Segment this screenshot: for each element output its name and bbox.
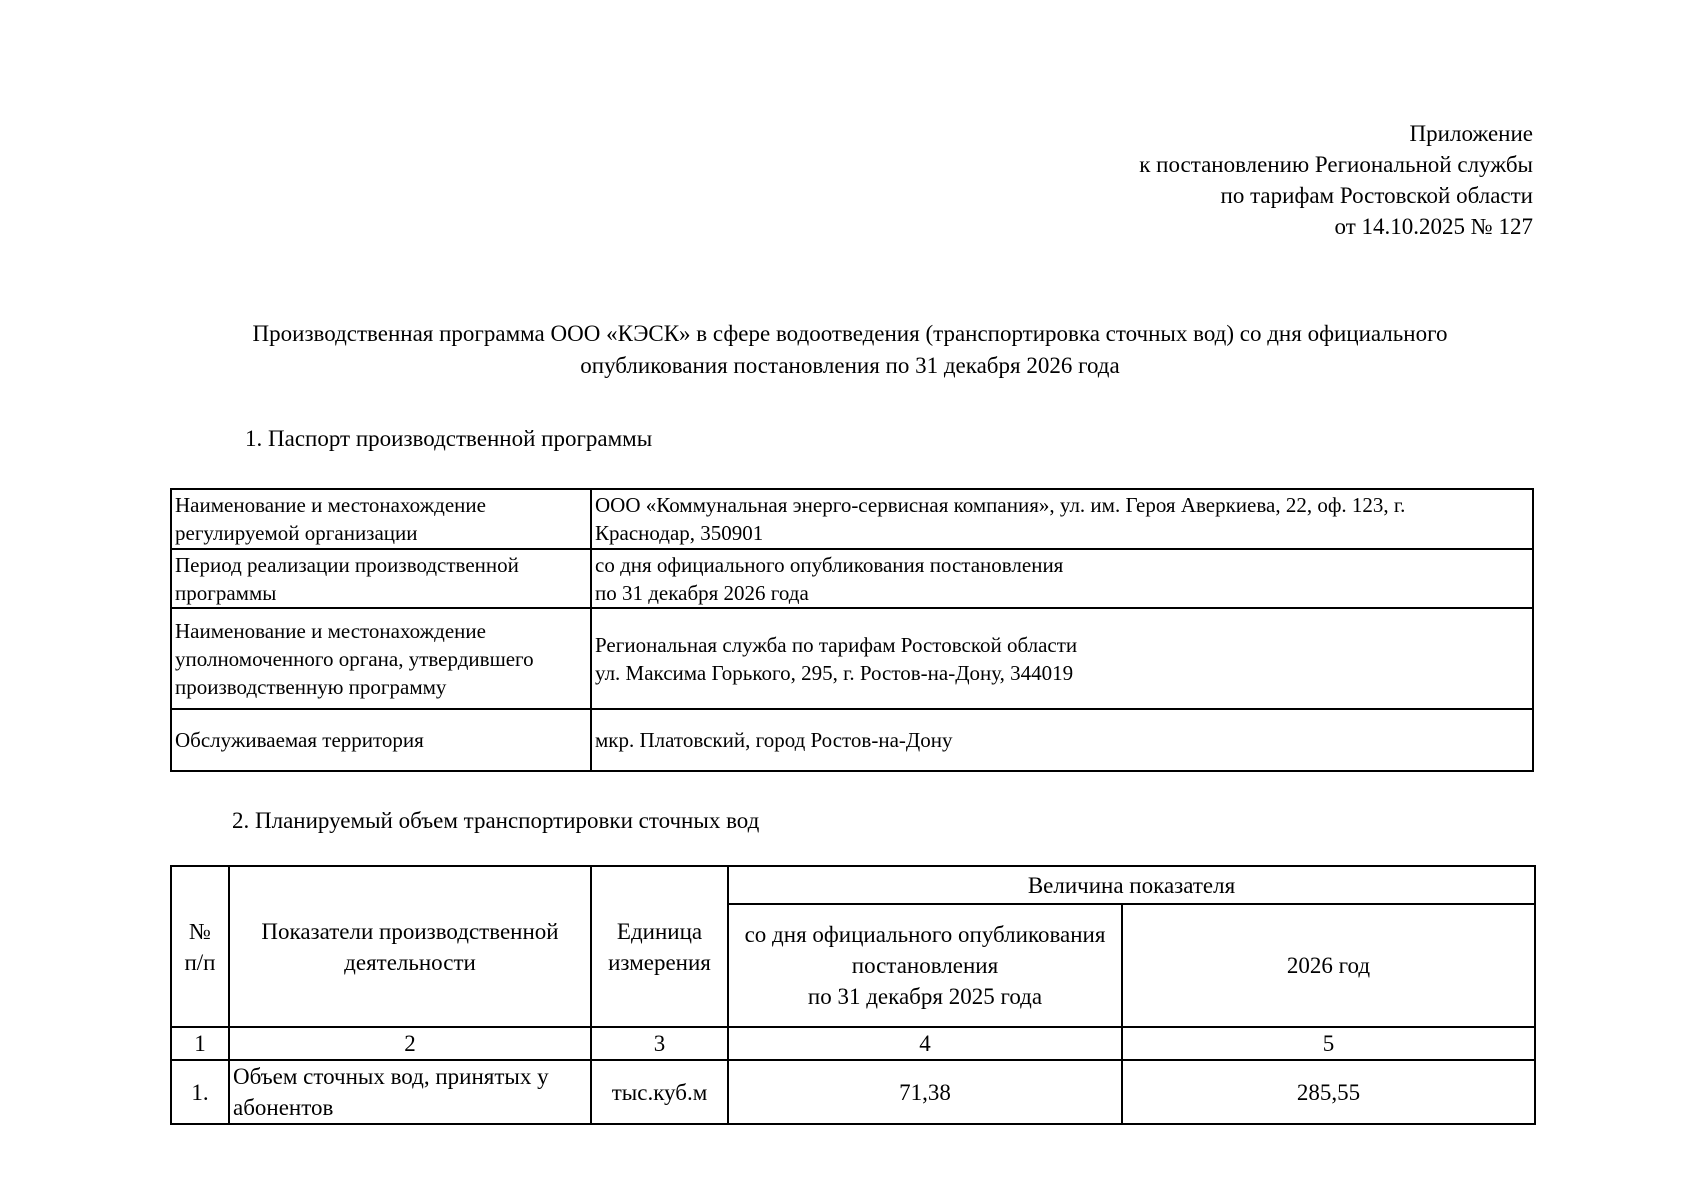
passport-table bbox=[170, 488, 1534, 772]
row-value-period1-cell: 71,38 bbox=[728, 1060, 1122, 1124]
header-text: Единица bbox=[616, 918, 703, 944]
document-title bbox=[190, 318, 1510, 382]
column-number-cell: 3 bbox=[591, 1027, 728, 1060]
title-line: опубликования постановления по 31 декабря 2026 года bbox=[580, 353, 1120, 378]
annex-line: Приложение bbox=[1409, 121, 1533, 146]
table-header-row bbox=[171, 866, 1535, 904]
header-text: Показатели производственной bbox=[261, 918, 559, 944]
header-num-cell bbox=[171, 866, 229, 1027]
cell-text: Краснодар, 350901 bbox=[595, 521, 764, 545]
row-indicator-cell bbox=[229, 1060, 591, 1124]
cell-text: Обслуживаемая территория bbox=[175, 728, 424, 752]
cell-text: Региональная служба по тарифам Ростовской области bbox=[595, 632, 1078, 657]
annex-line: к постановлению Региональной службы bbox=[1139, 152, 1533, 177]
cell-text: Наименование и местонахождение bbox=[175, 493, 486, 517]
row-value-2026-cell: 285,55 bbox=[1122, 1060, 1535, 1124]
column-number-row bbox=[171, 1027, 1535, 1060]
table-row bbox=[171, 608, 1533, 709]
header-period1-cell bbox=[728, 904, 1122, 1027]
passport-value-cell bbox=[591, 489, 1533, 549]
annex-line: от 14.10.2025 № 127 bbox=[1334, 214, 1533, 239]
cell-text: производственную программу bbox=[175, 674, 447, 699]
header-indicator-cell bbox=[229, 866, 591, 1027]
header-period2-cell: 2026 год bbox=[1122, 904, 1535, 1027]
annex-line: по тарифам Ростовской области bbox=[1220, 183, 1533, 208]
cell-text: абонентов bbox=[233, 1095, 334, 1120]
header-text: измерения bbox=[608, 949, 711, 975]
column-number-cell: 2 bbox=[229, 1027, 591, 1060]
cell-text: ул. Максима Горького, 295, г. Ростов-на-Дону, 344019 bbox=[595, 660, 1074, 685]
cell-text: уполномоченного органа, утвердившего bbox=[175, 646, 534, 671]
table-row bbox=[171, 1060, 1535, 1124]
header-text: по 31 декабря 2025 года bbox=[807, 984, 1043, 1009]
column-number-cell: 4 bbox=[728, 1027, 1122, 1060]
cell-text: регулируемой организации bbox=[175, 521, 418, 545]
cell-text: по 31 декабря 2026 года bbox=[595, 580, 809, 605]
header-value-group-cell: Величина показателя bbox=[728, 866, 1535, 904]
table-row bbox=[171, 549, 1533, 608]
column-number-cell: 5 bbox=[1122, 1027, 1535, 1060]
passport-label-cell bbox=[171, 709, 591, 771]
table-row bbox=[171, 709, 1533, 771]
cell-text: мкр. Платовский, город Ростов-на-Дону bbox=[595, 728, 953, 752]
header-text: деятельности bbox=[344, 949, 476, 975]
header-text: постановления bbox=[851, 953, 999, 978]
header-unit-cell bbox=[591, 866, 728, 1027]
passport-value-cell bbox=[591, 709, 1533, 771]
header-text: п/п bbox=[184, 949, 216, 975]
passport-label-cell bbox=[171, 489, 591, 549]
column-number-cell: 1 bbox=[171, 1027, 229, 1060]
section-2-heading: 2. Планируемый объем транспортировки сточных вод bbox=[232, 808, 760, 833]
passport-value-cell bbox=[591, 608, 1533, 709]
cell-text: программы bbox=[175, 580, 277, 605]
passport-label-cell bbox=[171, 549, 591, 608]
cell-text: ООО «Коммунальная энерго-сервисная компания», ул. им. Героя Аверкиева, 22, оф. 123, г. bbox=[595, 493, 1406, 517]
passport-value-cell bbox=[591, 549, 1533, 608]
header-text: № bbox=[189, 918, 211, 944]
row-unit-cell: тыс.куб.м bbox=[591, 1060, 728, 1124]
annex-block bbox=[1139, 118, 1533, 242]
volume-table bbox=[170, 865, 1536, 1125]
cell-text: Объем сточных вод, принятых у bbox=[233, 1064, 549, 1089]
passport-label-cell bbox=[171, 608, 591, 709]
header-text: со дня официального опубликования bbox=[744, 922, 1106, 947]
cell-text: Наименование и местонахождение bbox=[175, 618, 486, 643]
section-1-heading: 1. Паспорт производственной программы bbox=[245, 426, 653, 451]
row-num-cell: 1. bbox=[171, 1060, 229, 1124]
cell-text: Период реализации производственной bbox=[175, 552, 519, 577]
cell-text: со дня официального опубликования постановления bbox=[595, 552, 1064, 577]
table-row bbox=[171, 489, 1533, 549]
title-line: Производственная программа ООО «КЭСК» в сфере водоотведения (транспортировка сточных вод) со дня официального bbox=[252, 321, 1448, 346]
